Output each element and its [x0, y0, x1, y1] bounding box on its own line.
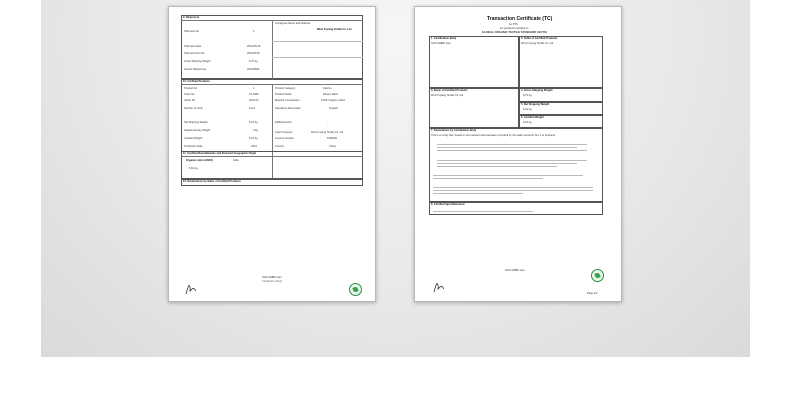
- order-no-value: 10-1082: [249, 93, 259, 96]
- supp-weight-label: Supplementary Weight: [184, 129, 211, 132]
- invoice-ref-label: Invoice References: [184, 68, 207, 71]
- box-7-text: This is to verify that, based on the relevant documentation provided by the seller named in box 2 of products:: [431, 134, 556, 137]
- category-value: Fabrics: [323, 87, 332, 90]
- cert-weight-label: Certified Weight: [184, 137, 203, 140]
- section-10-heading: 10. Certified Products: [183, 80, 210, 83]
- composition-value: 100% Organic cotton: [321, 99, 346, 102]
- consignee-value: Wuxi Fuyang Textile Co.,Ltd: [317, 28, 352, 31]
- box-1-body: SGS GMBH Gen.: [431, 42, 452, 45]
- last-processor-label: Last Processor: [275, 131, 293, 134]
- net-weight-value: 6,61 kg: [249, 121, 258, 124]
- box-8-heading: 8. Certified Input Reference: [431, 203, 465, 206]
- signature-icon: [183, 281, 199, 297]
- section-11-heading: 11. Certified Raw Materials and Declared Geographic Origin: [183, 152, 257, 155]
- box-6-value: 6,61 kg: [523, 121, 532, 124]
- tc-line-3: for products certified to: [500, 26, 529, 30]
- shipment-doc-label: Shipment Doc No: [184, 52, 205, 55]
- article-no-label: Article No: [184, 99, 196, 102]
- section-12-heading: 12. Declarations by Seller of Certified Products: [183, 180, 241, 183]
- box-7-heading: 7. Declarations by Certification Body: [431, 129, 477, 132]
- order-no-label: Order No: [184, 93, 195, 96]
- composition-label: Material Composition: [275, 99, 300, 102]
- gross-weight-label: Gross Shipping Weight: [184, 60, 211, 63]
- shipment-no-label: Shipment No: [184, 30, 199, 33]
- tc-title: Transaction Certificate (TC): [487, 16, 553, 22]
- signature-icon: [431, 279, 447, 295]
- green-certification-seal-icon: [591, 269, 604, 282]
- box-1-heading: 1. Certification Body: [431, 37, 457, 40]
- supp-weight-value: 0 kg: [253, 129, 258, 132]
- shipment-date-label: Shipment Date: [184, 45, 202, 48]
- box-3-body: Wuxi Fuyang Textile Co.,Ltd: [431, 94, 464, 97]
- raw-origin-value: India: [233, 159, 239, 162]
- product-no-label: Product No: [184, 87, 197, 90]
- shipment-doc-value: 2023-0578: [247, 52, 260, 55]
- grade-label: Standard Label Grade: [275, 107, 301, 110]
- box-6-heading: 6. Certified Weight: [521, 116, 544, 119]
- tc-line-4: GLOBAL ORGANIC TEXTILE STANDARD (GOTS): [482, 30, 547, 34]
- certificate-page-1: [414, 6, 622, 302]
- country-value: China: [329, 145, 336, 148]
- certificate-page-2: [168, 6, 376, 302]
- gross-weight-value: 6,70 kg: [249, 60, 258, 63]
- box-4-heading: 4. Gross Shipping Weight: [521, 89, 553, 92]
- box-4-value: 6,70 kg: [523, 94, 532, 97]
- shipment-date-value: 2023-05-26: [247, 45, 261, 48]
- raw-material-value: Organic cotton (2023): [186, 159, 213, 162]
- production-date-value: 2023: [251, 145, 257, 148]
- gray-backdrop: [41, 0, 750, 357]
- licence-value: 6100000: [327, 137, 338, 140]
- additional-info-label: Additional Info: [275, 121, 292, 124]
- page-number: Page 1/2: [587, 292, 598, 295]
- consignee-label: Consignee Name and Address: [275, 22, 311, 25]
- product-no-value: 1: [253, 87, 255, 90]
- last-processor-value: Wuxi Fuyang Textile Co.,Ltd: [311, 131, 344, 134]
- section-9-heading: 9. Shipments: [183, 16, 200, 19]
- box-5-value: 6,61 kg: [523, 108, 532, 111]
- country-label: Country: [275, 145, 285, 148]
- grade-value: Organic: [329, 107, 339, 110]
- box-5-heading: 5. Net Shipping Weight: [521, 103, 550, 106]
- shipment-no-value: 1: [253, 30, 255, 33]
- raw-weight-value: 6,61 kg: [189, 167, 198, 170]
- box-3-heading: 3. Buyer of Certified Products: [431, 89, 468, 92]
- detail-label: Product Detail: [275, 93, 292, 96]
- tc-subtitle: for PTs: [509, 22, 518, 26]
- detail-value: Woven fabric: [323, 93, 339, 96]
- article-no-value: 2023-02: [249, 99, 259, 102]
- invoice-ref-value: 2023/0582: [247, 68, 260, 71]
- footer-issuer-sub: Certification Body: [262, 280, 283, 283]
- box-2-body: Wuxi Fuyang Textile Co.,Ltd: [521, 42, 554, 45]
- production-date-label: Production Date: [184, 145, 203, 148]
- category-label: Product Category: [275, 87, 296, 90]
- units-value: 6 pcs: [249, 107, 256, 110]
- cert-weight-value: 6,61 kg: [249, 137, 258, 140]
- footer-issuer: SGS GMBH Gen.: [262, 276, 283, 279]
- units-label: Number of Units: [184, 107, 203, 110]
- additional-info-value: -: [327, 121, 328, 124]
- right-footer-issuer: SGS GMBH Gen.: [505, 269, 526, 272]
- box-2-heading: 2. Seller of Certified Products: [521, 37, 558, 40]
- licence-label: Licence Number: [275, 137, 294, 140]
- green-certification-seal-icon: [349, 283, 362, 296]
- net-weight-label: Net Shipping Weight: [184, 121, 208, 124]
